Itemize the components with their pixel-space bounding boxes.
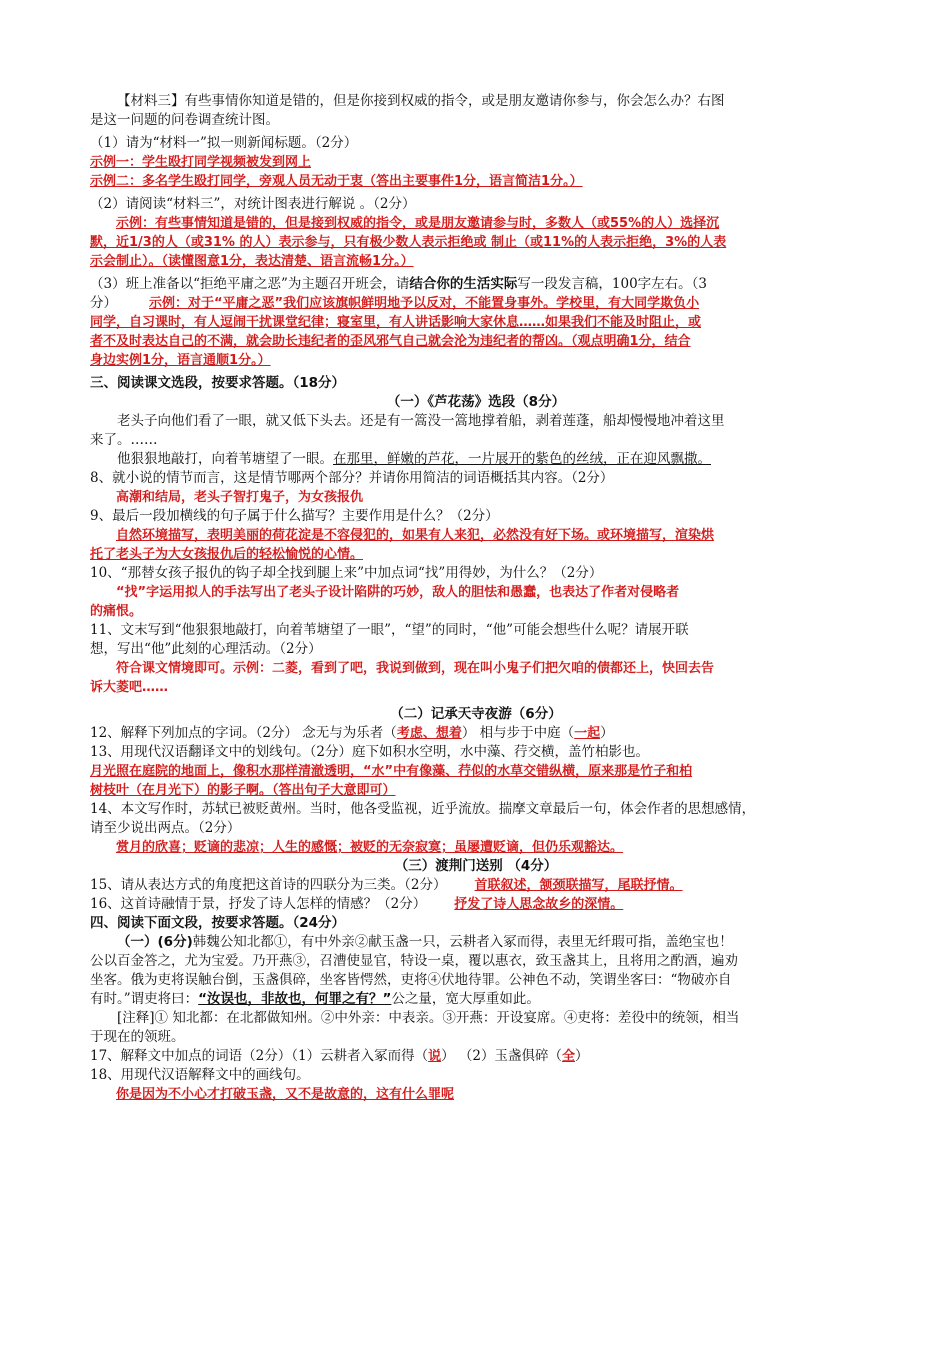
section-3-heading: 三、阅读课文选段，按要求答题。（18分） [90, 375, 346, 391]
question-17-part-c: ） [575, 1048, 589, 1064]
section-3-sub1-title: （一）《芦花荡》选段（8分） [386, 394, 566, 410]
passage-1-plain: 他狠狠地敲打，向着苇塘望了一眼。 [117, 451, 333, 467]
answer-12-b: 一起 [574, 726, 601, 741]
question-13: 13、用现代汉语翻译文中的划线句。（2分）庭下如积水空明，水中藻、荇交横，盖竹柏影也。 [90, 744, 650, 760]
passage-1-line2: 来了。…… [90, 432, 158, 448]
section-4-heading: 四、阅读下面文段，按要求答题。（24分） [90, 915, 346, 931]
answer-9-line2: 托了老头子为大女孩报仇后的轻松愉悦的心情。 [90, 547, 364, 562]
answer-3-text1: 示例：对于“平庸之恶”我们应该旗帜鲜明地予以反对，不能置身事外。学校里，有大同学欺负小 [149, 296, 700, 311]
question-17-part-b: ） （2）玉盏俱碎（ [441, 1048, 563, 1064]
question-18: 18、用现代汉语解释文中的画线句。 [90, 1067, 310, 1083]
question-10: 10、“那替女孩子报仇的钩子却全找到腿上来”中加点词“找”用得妙，为什么？（2分） [90, 565, 603, 581]
question-3-part-c: 写一段发言稿，100字左右。（3 [517, 276, 708, 292]
material3-line2: 是这一问题的问卷调查统计图。 [90, 112, 279, 128]
passage-2-line3: 坐客。俄为吏将误触台倒，玉盏俱碎，坐客皆愕然，吏将④伏地待罪。公神色不动，笑谓坐客曰：“物破亦自 [90, 972, 732, 988]
material3-line1: 【材料三】有些事情你知道是错的，但是你接到权威的指令，或是朋友邀请你参与，你会怎么办？右图 [117, 93, 725, 109]
answer-11-line2: 诉大菱吧…… [90, 680, 169, 695]
question-17 [90, 1047, 862, 1066]
answer-1-example1: 示例一：学生殴打同学视频被发到网上 [90, 155, 312, 170]
passage-2-line2: 公以百金答之，尤为宝爱。乃开燕③，召漕使显官，特设一桌，覆以惠衣，致玉盏其上，且将用之酌酒，遍劝 [90, 953, 738, 969]
question-15 [90, 876, 862, 895]
answer-2-line1: 示例：有些事情知道是错的，但是接到权威的指令，或是朋友邀请参与时，多数人（或55%的人）选择沉 [116, 216, 720, 231]
passage-2-head: （一）(6分) [117, 934, 193, 950]
section-3-sub3-title: （三）渡荆门送别 （4分） [394, 858, 558, 874]
answer-2-line3: 示会制止）。（读懂图意1分，表达清楚、语言流畅1分。） [90, 254, 414, 269]
answer-17-b: 全 [562, 1049, 576, 1064]
passage-2-underlined: “汝误也，非故也，何罪之有？” [198, 991, 392, 1007]
answer-3-line3: 者不及时表达自己的不满，就会助长违纪者的歪风邪气自己就会沦为违纪者的帮凶。（观点明确1分，结合 [90, 334, 691, 349]
question-2: （2）请阅读“材料三”，对统计图表进行解说 。（2分） [90, 196, 416, 212]
question-16 [90, 895, 862, 914]
question-12 [90, 724, 862, 743]
question-8: 8、就小说的情节而言，这是情节哪两个部分？并请你用简洁的词语概括其内容。（2分） [90, 470, 614, 486]
answer-2-line2: 默，近1/3的人（或31% 的人）表示参与，只有极少数人表示拒绝或 制止（或11%的人表示拒绝，3%的人表 [90, 235, 727, 250]
note-line2: 于现在的领班。 [90, 1029, 185, 1045]
passage-1-underlined: 在那里，鲜嫩的芦花，一片展开的紫色的丝绒，正在迎风飘撒。 [333, 451, 711, 467]
question-12-part-a: 12、解释下列加点的字词。（2分） 念无与为乐者（ [90, 725, 397, 741]
answer-3-line2: 同学，自习课时，有人逗闹干扰课堂纪律；寝室里，有人讲话影响大家休息……如果我们不能及时阻止，或 [90, 315, 702, 330]
answer-13-line2: 树枝叶（在月光下）的影子啊。（答出句子大意即可） [90, 783, 396, 798]
question-11-line1: 11、文末写到“他狠狠地敲打，向着苇塘望了一眼”，“望”的同时，“他”可能会想些什么呢？请展开联 [90, 622, 689, 638]
question-1: （1）请为“材料一”拟一则新闻标题。（2分） [90, 135, 358, 151]
question-16-text: 16、这首诗融情于景，抒发了诗人怎样的情感？（2分） [90, 896, 427, 912]
question-17-part-a: 17、解释文中加点的词语（2分）（1）云耕者入冢而得（ [90, 1048, 429, 1064]
answer-10-line2: 的痛恨。 [90, 604, 143, 619]
answer-11-line1: 符合课文情境即可。示例：二菱，看到了吧，我说到做到，现在叫小鬼子们把欠咱的债都还上，快回去告 [116, 661, 715, 676]
question-11-line2: 想，写出“他”此刻的心理活动。（2分） [90, 641, 322, 657]
passage-2-line1 [90, 933, 862, 952]
question-15-text: 15、请从表达方式的角度把这首诗的四联分为三类。（2分） [90, 877, 447, 893]
passage-2-text4c: 公之量，宽大厚重如此。 [391, 991, 540, 1007]
passage-1-line3 [90, 450, 862, 469]
answer-13-line1: 月光照在庭院的地面上，像积水那样清澈透明，“水”中有像藻、荇似的水草交错纵横，原来那是竹子和柏 [90, 764, 693, 779]
question-3 [90, 275, 862, 294]
answer-17-a: 说 [428, 1049, 442, 1064]
answer-18: 你是因为不小心才打破玉盏，又不是故意的，这有什么罪呢 [116, 1087, 455, 1102]
question-12-part-b: ） 相与步于中庭（ [461, 725, 575, 741]
note-line1: [注释]① 知北都：在北都做知州。②中外亲：中表亲。③开燕：开设宴席。④吏将：差役中的统领，相当 [117, 1010, 740, 1026]
answer-14: 赏月的欣喜；贬谪的悲凉；人生的感慨；被贬的无奈寂寞；虽屡遭贬谪，但仍乐观豁达。 [116, 840, 624, 855]
section-3-sub2-title: （二）记承天寺夜游（6分） [390, 706, 562, 722]
answer-16: 抒发了诗人思念故乡的深情。 [454, 897, 624, 912]
question-3-part-a: （3）班上准备以“拒绝平庸之恶”为主题召开班会，请 [90, 276, 410, 292]
question-12-part-c: ） [600, 725, 614, 741]
passage-2-text1: 韩魏公知北都①，有中外亲②献玉盏一只，云耕者入冢而得，表里无纤瑕可指，盖绝宝也！ [192, 934, 733, 950]
passage-2-text4a: 有时。”谓吏将曰： [90, 991, 199, 1007]
answer-1-example2: 示例二：多名学生殴打同学，旁观人员无动于衷（答出主要事件1分，语言简洁1分。） [90, 174, 583, 189]
answer-9-line1: 自然环境描写，表明美丽的荷花淀是不容侵犯的，如果有人来犯，必然没有好下场。或环境描写，渲染烘 [116, 528, 715, 543]
passage-1-line1: 老头子向他们看了一眼，就又低下头去。还是有一篙没一篙地撑着船，剥着莲蓬，船却慢慢地冲着这里 [117, 413, 725, 429]
passage-2-line4 [90, 990, 862, 1009]
answer-10-line1: “找”字运用拟人的手法写出了老头子设计陷阱的巧妙，敌人的胆怯和愚蠢，也表达了作者对侵略者 [116, 585, 680, 600]
question-9: 9、最后一段加横线的句子属于什么描写？主要作用是什么？（2分） [90, 508, 499, 524]
answer-3-line4: 身边实例1分，语言通顺1分。） [90, 353, 271, 368]
document-page [90, 92, 862, 1104]
answer-8: 高潮和结局，老头子智打鬼子，为女孩报仇 [116, 490, 364, 505]
question-14-line1: 14、本文写作时，苏轼已被贬黄州。当时，他各受监视，近乎流放。揣摩文章最后一句，体会作者的思想感情， [90, 801, 756, 817]
question-14-line2: 请至少说出两点。（2分） [90, 820, 241, 836]
answer-12-a: 考虑、想着 [396, 726, 462, 741]
question-3-emphasis: 结合你的生活实际 [409, 276, 518, 292]
question-3-part-d: 分） [90, 295, 117, 311]
answer-3-line1 [90, 294, 862, 313]
answer-15: 首联叙述，颔颈联描写，尾联抒情。 [474, 878, 683, 893]
